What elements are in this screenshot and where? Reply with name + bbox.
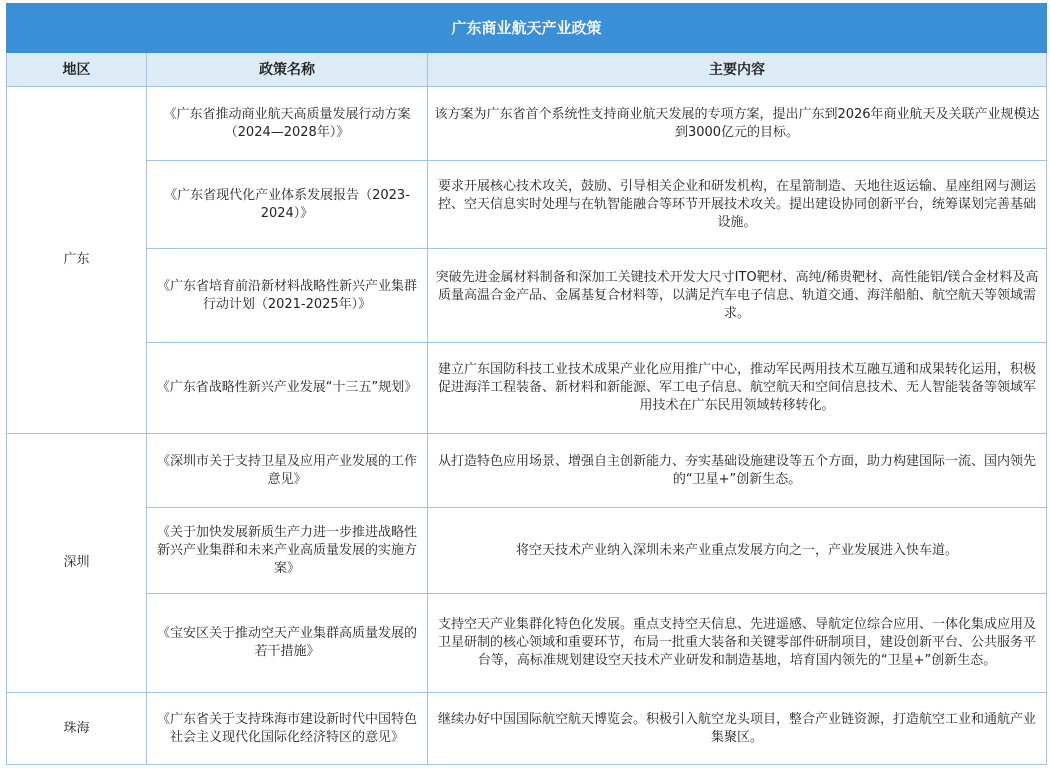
region-cell: 深圳 [7,434,147,693]
table-row [7,508,1047,594]
header-policy-name: 政策名称 [147,53,428,87]
table-row [7,434,1047,508]
policy-name-cell: 《深圳市关于支持卫星及应用产业发展的工作意见》 [147,434,428,508]
table-row [7,594,1047,693]
policy-name-cell: 《广东省关于支持珠海市建设新时代中国特色社会主义现代化国际化经济特区的意见》 [147,693,428,765]
policy-name-cell: 《广东省培育前沿新材料战略性新兴产业集群行动计划（2021-2025年）》 [147,249,428,343]
region-cell: 珠海 [7,693,147,765]
policy-content-cell: 要求开展核心技术攻关，鼓励、引导相关企业和研发机构，在星箭制造、天地往返运输、星座组网与测运控、空天信息实时处理与在轨智能融合等环节开展技术攻关。提出建设协同创新平台，统筹谋划完善基础设施。 [428,161,1047,249]
policy-name-cell: 《广东省现代化产业体系发展报告（2023-2024）》 [147,161,428,249]
policy-content-cell: 从打造特色应用场景、增强自主创新能力、夯实基础设施建设等五个方面，助力构建国际一流、国内领先的“卫星+”创新生态。 [428,434,1047,508]
header-region: 地区 [7,53,147,87]
table-row [7,87,1047,161]
table-row [7,161,1047,249]
policy-content-cell: 将空天技术产业纳入深圳未来产业重点发展方向之一，产业发展进入快车道。 [428,508,1047,594]
policy-content-cell: 建立广东国防科技工业技术成果产业化应用推广中心，推动军民两用技术互融互通和成果转化运用，积极促进海洋工程装备、新材料和新能源、军工电子信息、航空航天和空间信息技术、无人智能装备等领域军用技术在广东民用领域转移转化。 [428,343,1047,434]
policy-table [6,3,1047,765]
policy-content-cell: 突破先进金属材料制备和深加工关键技术开发大尺寸ITO靶材、高纯/稀贵靶材、高性能铝/镁合金材料及高质量高温合金产品、金属基复合材料等，以满足汽车电子信息、轨道交通、海洋船舶、航空航天等领域需求。 [428,249,1047,343]
table-row [7,693,1047,765]
policy-table-container [6,3,1046,765]
policy-content-cell: 该方案为广东省首个系统性支持商业航天发展的专项方案，提出广东到2026年商业航天及关联产业规模达到3000亿元的目标。 [428,87,1047,161]
region-cell: 广东 [7,87,147,434]
policy-content-cell: 继续办好中国国际航空航天博览会。积极引入航空龙头项目，整合产业链资源，打造航空工业和通航产业集聚区。 [428,693,1047,765]
table-title-row [7,4,1047,53]
policy-content-cell: 支持空天产业集群化特色化发展。重点支持空天信息、先进遥感、导航定位综合应用、一体化集成应用及卫星研制的核心领域和重要环节，布局一批重大装备和关键零部件研制项目，建设创新平台、公共服务平台等，高标准规划建设空天技术产业研发和制造基地，培育国内领先的“卫星+”创新生态。 [428,594,1047,693]
policy-name-cell: 《宝安区关于推动空天产业集群高质量发展的若干措施》 [147,594,428,693]
table-header-row [7,53,1047,87]
table-row [7,249,1047,343]
policy-name-cell: 《关于加快发展新质生产力进一步推进战略性新兴产业集群和未来产业高质量发展的实施方案》 [147,508,428,594]
policy-name-cell: 《广东省战略性新兴产业发展“十三五”规划》 [147,343,428,434]
table-row [7,343,1047,434]
header-main-content: 主要内容 [428,53,1047,87]
table-title: 广东商业航天产业政策 [7,4,1047,53]
policy-name-cell: 《广东省推动商业航天高质量发展行动方案（2024—2028年）》 [147,87,428,161]
